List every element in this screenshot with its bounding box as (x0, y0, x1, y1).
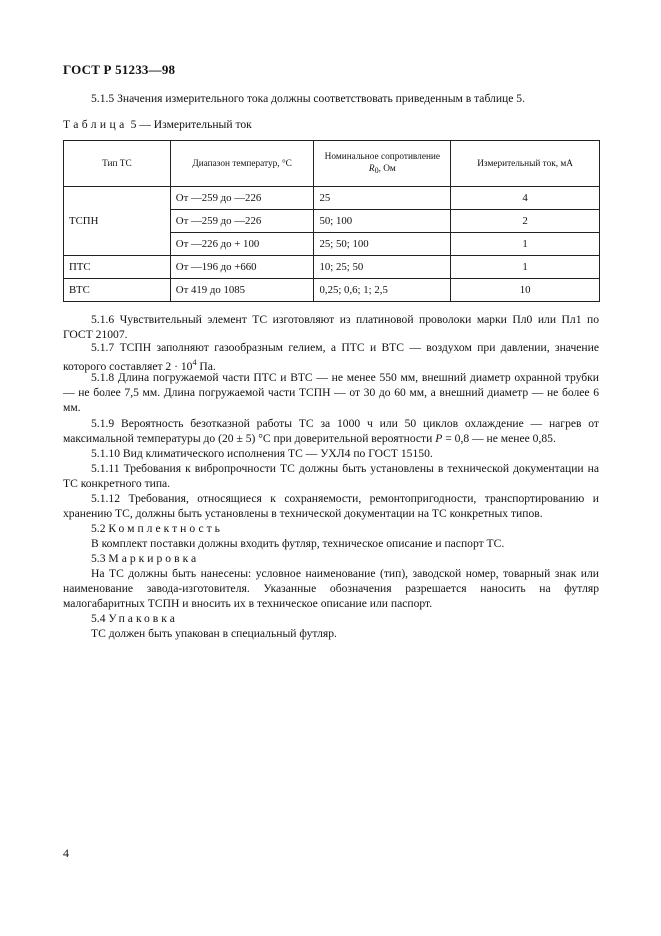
section-number: 5.4 (91, 612, 106, 625)
cell-resistance: 25 (314, 187, 451, 210)
resistance-unit: , Ом (378, 163, 396, 174)
section-title: Комплектность (108, 522, 223, 535)
cell-resistance: 10; 25; 50 (314, 256, 451, 279)
col-header-current: Измерительный ток, мА (451, 141, 600, 187)
section-5-3-text: На ТС должны быть нанесены: условное наименование (тип), заводской номер, товарный знак или наименование завода-изготовителя. Указанные обозначения разрешается наносить на футляр малогабаритных ТСПН и вносить их в техническое описание или паспорт. (63, 567, 599, 610)
clause-5-1-8: 5.1.8 Длина погружаемой части ПТС и ВТС — не менее 550 мм, внешний диаметр охранной трубки — не более 7,5 мм. Длина погружаемой части ТСПН — от 30 до 60 мм, а внешний диаметр — не более 6 мм. (63, 371, 599, 414)
cell-type: ПТС (64, 256, 171, 279)
section-5-3-heading (63, 551, 599, 566)
section-number: 5.3 (91, 552, 106, 565)
clause-5-1-9 (63, 416, 599, 446)
clause-5-1-9-end: = 0,8 — не менее 0,85. (442, 432, 556, 445)
measurement-current-table (63, 140, 600, 302)
resistance-header-label: Номинальное сопротивление (324, 151, 441, 162)
section-title: Маркировка (108, 552, 200, 565)
section-5-4-text: ТС должен быть упакован в специальный футляр. (91, 627, 337, 640)
clause-5-1-7 (63, 340, 599, 374)
cell-current: 4 (451, 187, 600, 210)
clause-5-1-11: 5.1.11 Требования к вибропрочности ТС должны быть установлены в технической документации на ТС конкретного типа. (63, 462, 599, 490)
cell-resistance: 50; 100 (314, 210, 451, 233)
section-5-2-text: В комплект поставки должны входить футляр, техническое описание и паспорт ТС. (91, 537, 505, 550)
clause-5-1-7-exponent: 4 (192, 358, 197, 367)
cell-range: От —259 до —226 (170, 210, 314, 233)
resistance-symbol: R (368, 163, 375, 174)
clause-5-1-7-text: 5.1.7 ТСПН заполняют газообразным гелием, а ПТС и ВТС — воздухом при давлении, значение которого составляет 2 · 10 (63, 341, 599, 373)
col-header-type: Тип ТС (64, 141, 171, 187)
cell-current: 2 (451, 210, 600, 233)
table-row (64, 187, 600, 210)
cell-range: От 419 до 1085 (170, 279, 314, 302)
cell-resistance: 0,25; 0,6; 1; 2,5 (314, 279, 451, 302)
page-number: 4 (63, 846, 69, 860)
cell-range: От —196 до +660 (170, 256, 314, 279)
cell-range: От —259 до —226 (170, 187, 314, 210)
clause-5-1-10: 5.1.10 Вид климатического исполнения ТС — УХЛ4 по ГОСТ 15150. (91, 447, 433, 460)
cell-current: 1 (451, 256, 600, 279)
clause-5-1-5: 5.1.5 Значения измерительного тока должны соответствовать приведенным в таблице 5. (91, 92, 525, 105)
table-caption (63, 118, 252, 131)
section-5-2-heading (63, 521, 599, 536)
cell-type: ВТС (64, 279, 171, 302)
table-caption-word: Таблица (63, 118, 128, 131)
clause-5-1-12: 5.1.12 Требования, относящиеся к сохраняемости, ремонтопригодности, транспортированию и хранению ТС, должны быть установлены в технической документации на ТС конкретных типов. (63, 492, 599, 520)
col-header-resistance (314, 141, 451, 187)
resistance-subscript: 0 (374, 165, 379, 175)
table-row (64, 256, 600, 279)
clause-5-1-7-unit: Па. (196, 360, 216, 373)
document-code: ГОСТ Р 51233—98 (63, 62, 176, 77)
clause-5-1-9-text: 5.1.9 Вероятность безотказной работы ТС за 1000 ч или 50 циклов охлаждение — нагрев от максимальной температуры до (20 ± 5) °С при доверительной вероятности (63, 417, 599, 445)
cell-range: От —226 до + 100 (170, 233, 314, 256)
section-5-4-heading (63, 611, 599, 626)
table-row (64, 279, 600, 302)
cell-type-tspn: ТСПН (64, 187, 171, 256)
cell-resistance: 25; 50; 100 (314, 233, 451, 256)
cell-current: 10 (451, 279, 600, 302)
probability-symbol: P (435, 432, 443, 445)
section-number: 5.2 (91, 522, 106, 535)
cell-current: 1 (451, 233, 600, 256)
table-header-row (64, 141, 600, 187)
table-caption-title: 5 — Измерительный ток (130, 118, 252, 131)
col-header-range: Диапазон температур, °С (170, 141, 314, 187)
clause-5-1-6: 5.1.6 Чувствительный элемент ТС изготовляют из платиновой проволоки марки Пл0 или Пл1 по ГОСТ 21007. (63, 313, 599, 341)
section-title: Упаковка (108, 612, 178, 625)
